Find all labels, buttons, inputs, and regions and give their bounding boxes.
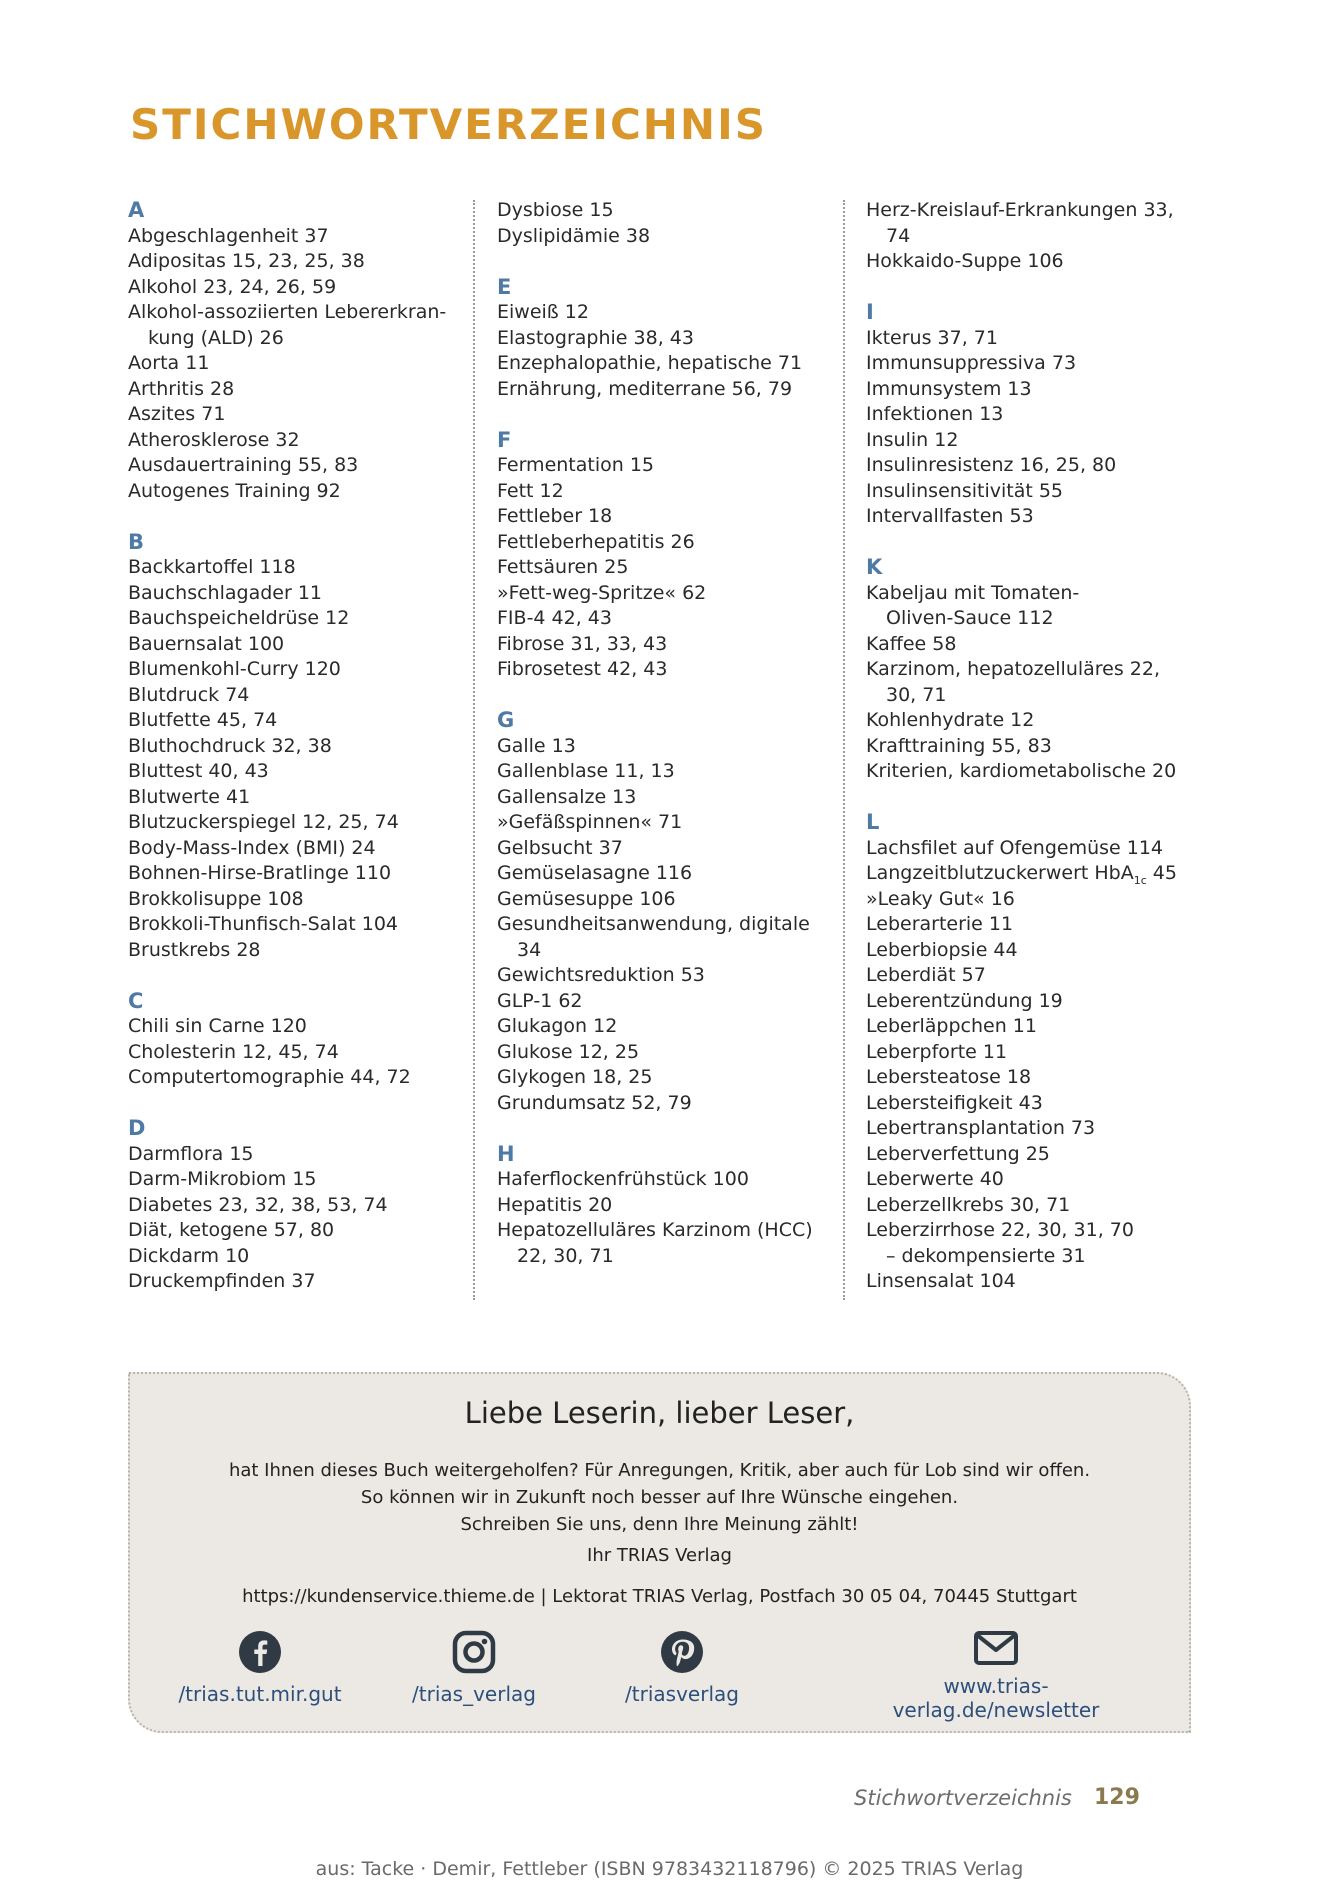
instagram-link[interactable]	[354, 1630, 594, 1706]
index-entry: Blutdruck 74	[128, 683, 250, 706]
index-entry: Glykogen 18, 25	[497, 1066, 653, 1088]
column-divider	[843, 200, 845, 1300]
index-entry: Blutwerte 41	[128, 785, 251, 808]
facebook-icon	[238, 1630, 282, 1674]
entry-text: Langzeitblutzuckerwert HbA	[866, 862, 1134, 884]
index-entry-continuation: 74	[886, 224, 911, 247]
index-entry: »Fett-weg-Spritze« 62	[497, 581, 707, 604]
index-entry: Fibrose 31, 33, 43	[497, 632, 668, 655]
index-entry: Leberwerte 40	[866, 1168, 1004, 1190]
index-entry-continuation: 22, 30, 71	[517, 1244, 614, 1267]
index-entry: Leberläppchen 11	[866, 1015, 1037, 1037]
index-entry: Darmflora 15	[128, 1142, 254, 1165]
section-gap	[128, 504, 468, 530]
index-entry: Gemüsesuppe 106	[497, 887, 676, 910]
source-credit: aus: Tacke · Demir, Fettleber (ISBN 9783432118796) © 2025 TRIAS Verlag	[315, 1858, 1024, 1880]
index-entry: Adipositas 15, 23, 25, 38	[128, 250, 365, 272]
index-entry: Leberdiät 57	[866, 964, 986, 986]
index-letter-heading: D	[128, 1116, 146, 1140]
index-entry: Aorta 11	[128, 352, 210, 374]
index-entry: Bauchspeicheldrüse 12	[128, 607, 350, 629]
index-entry: Bluttest 40, 43	[128, 760, 269, 782]
index-entry: Fett 12	[497, 479, 564, 502]
message-line: hat Ihnen dieses Buch weitergeholfen? Für Anregungen, Kritik, aber auch für Lob sind wir offen.	[228, 1460, 1091, 1481]
index-entry: Lachsfilet auf Ofengemüse 114	[866, 836, 1164, 859]
section-gap	[128, 1091, 468, 1117]
newsletter-url: www.trias-verlag.de/newsletter	[892, 1674, 1100, 1722]
index-entry: Chili sin Carne 120	[128, 1015, 307, 1037]
column-divider	[473, 200, 475, 1300]
index-entry: Autogenes Training 92	[128, 479, 341, 502]
index-entry: Grundumsatz 52, 79	[497, 1091, 692, 1114]
message-line: Schreiben Sie uns, denn Ihre Meinung zählt!	[460, 1514, 859, 1535]
index-entry: Kohlenhydrate 12	[866, 709, 1035, 731]
section-gap	[866, 275, 1206, 301]
index-entry: Leberbiopsie 44	[866, 938, 1018, 961]
index-entry: Eiweiß 12	[497, 301, 589, 323]
index-entry: Computertomographie 44, 72	[128, 1066, 411, 1088]
index-entry: Cholesterin 12, 45, 74	[128, 1040, 339, 1063]
index-entry: Glukose 12, 25	[497, 1040, 640, 1063]
index-entry: Infektionen 13	[866, 403, 1004, 425]
instagram-handle: /trias_verlag	[412, 1682, 536, 1706]
mail-icon	[973, 1630, 1019, 1666]
index-entry: Bluthochdruck 32, 38	[128, 734, 332, 757]
index-entry-continuation: 34	[517, 938, 542, 961]
index-entry: Kriterien, kardiometabolische 20	[866, 760, 1177, 782]
index-entry: Kabeljau mit Tomaten-	[866, 581, 1080, 604]
index-entry: Gesundheitsanwendung, digitale	[497, 913, 810, 935]
running-footer: Stichwortverzeichnis	[854, 1786, 1072, 1810]
index-entry: Brokkolisuppe 108	[128, 887, 304, 910]
index-entry: Leberarterie 11	[866, 913, 1014, 935]
section-gap	[497, 249, 837, 275]
index-entry: Blutzuckerspiegel 12, 25, 74	[128, 811, 399, 833]
index-entry: Bauernsalat 100	[128, 632, 285, 655]
box-signature: Ihr TRIAS Verlag	[587, 1545, 732, 1566]
index-entry: »Leaky Gut« 16	[866, 887, 1015, 910]
index-entry: Bauchschlagader 11	[128, 581, 322, 604]
index-entry-continuation: Oliven-Sauce 112	[886, 607, 1054, 629]
reader-feedback-box	[128, 1372, 1191, 1733]
section-gap	[497, 1116, 837, 1142]
index-entry: Insulinresistenz 16, 25, 80	[866, 454, 1117, 476]
entry-pages: 45	[1146, 862, 1177, 884]
index-entry: Gewichtsreduktion 53	[497, 964, 705, 986]
index-entry: Brustkrebs 28	[128, 938, 261, 961]
index-entry: Lebertransplantation 73	[866, 1117, 1096, 1139]
index-entry: Ausdauertraining 55, 83	[128, 454, 359, 476]
index-entry: Elastographie 38, 43	[497, 326, 694, 349]
index-entry: Lebersteifigkeit 43	[866, 1091, 1043, 1114]
index-entry: Insulin 12	[866, 428, 959, 451]
index-entry	[866, 861, 1206, 887]
index-entry: Blumenkohl-Curry 120	[128, 658, 341, 680]
index-entry: Fettleber 18	[497, 505, 613, 527]
newsletter-link[interactable]	[846, 1630, 1146, 1722]
facebook-handle: /trias.tut.mir.gut	[178, 1682, 342, 1706]
index-entry: Fettleberhepatitis 26	[497, 530, 695, 553]
index-column-2	[497, 198, 837, 1269]
index-entry: Fibrosetest 42, 43	[497, 658, 668, 680]
pinterest-handle: /triasverlag	[625, 1682, 739, 1706]
index-entry: Leberverfettung 25	[866, 1142, 1050, 1165]
index-letter-heading: E	[497, 274, 512, 299]
index-entry: Backkartoffel 118	[128, 556, 296, 578]
facebook-link[interactable]	[140, 1630, 380, 1706]
index-entry: Gemüselasagne 116	[497, 862, 693, 884]
index-entry: Bohnen-Hirse-Bratlinge 110	[128, 862, 392, 884]
index-entry-continuation: – dekompensierte 31	[886, 1244, 1086, 1267]
index-entry: Abgeschlagenheit 37	[128, 224, 329, 247]
index-entry: Arthritis 28	[128, 377, 235, 400]
page-title: STICHWORTVERZEICHNIS	[130, 100, 767, 149]
index-entry: GLP-1 62	[497, 989, 583, 1012]
index-entry: Dickdarm 10	[128, 1244, 250, 1267]
index-entry: Darm-Mikrobiom 15	[128, 1168, 317, 1190]
index-entry: Glukagon 12	[497, 1015, 618, 1037]
index-entry: Ernährung, mediterrane 56, 79	[497, 377, 793, 400]
index-entry: Linsensalat 104	[866, 1270, 1016, 1292]
index-letter-heading: L	[866, 810, 880, 834]
index-entry: Leberentzündung 19	[866, 989, 1063, 1012]
index-letter-heading: B	[128, 529, 145, 554]
index-letter-heading: K	[866, 555, 883, 579]
index-entry: Blutfette 45, 74	[128, 709, 278, 731]
index-entry: Herz-Kreislauf-Erkrankungen 33,	[866, 199, 1174, 221]
index-entry: »Gefäßspinnen« 71	[497, 811, 683, 833]
entry-subscript: 1c	[1133, 873, 1147, 887]
index-entry: Ikterus 37, 71	[866, 326, 998, 349]
index-entry: Alkohol 23, 24, 26, 59	[128, 275, 337, 298]
index-entry: Body-Mass-Index (BMI) 24	[128, 836, 376, 859]
pinterest-link[interactable]	[562, 1630, 802, 1706]
box-contact[interactable]: https://kundenservice.thieme.de | Lektorat TRIAS Verlag, Postfach 30 05 04, 70445 Stuttgart	[242, 1586, 1077, 1607]
index-entry: Immunsystem 13	[866, 377, 1032, 400]
index-entry: Intervallfasten 53	[866, 505, 1034, 527]
index-entry: Karzinom, hepatozelluläres 22,	[866, 658, 1161, 680]
section-gap	[497, 402, 837, 428]
index-entry: Brokkoli-Thunfisch-Salat 104	[128, 913, 398, 935]
message-line: So können wir in Zukunft noch besser auf Ihre Wünsche eingehen.	[360, 1487, 959, 1508]
index-entry: Dyslipidämie 38	[497, 224, 651, 247]
index-entry: Lebersteatose 18	[866, 1066, 1032, 1088]
section-gap	[128, 963, 468, 989]
index-entry: Aszites 71	[128, 403, 226, 425]
index-entry: Leberpforte 11	[866, 1040, 1008, 1063]
index-entry: Leberzirrhose 22, 30, 31, 70	[866, 1219, 1134, 1241]
index-entry-continuation: kung (ALD) 26	[148, 326, 284, 349]
index-column-1	[128, 198, 468, 1295]
index-entry: Diabetes 23, 32, 38, 53, 74	[128, 1193, 388, 1216]
index-entry: Insulinsensitivität 55	[866, 479, 1064, 502]
index-entry: Gallenblase 11, 13	[497, 760, 675, 782]
index-entry: Fermentation 15	[497, 454, 655, 476]
section-gap	[497, 683, 837, 709]
index-letter-heading: F	[497, 427, 512, 452]
index-letter-heading: C	[128, 988, 144, 1013]
index-entry: Alkohol-assoziierten Lebererkran-	[128, 301, 447, 323]
box-heading: Liebe Leserin, lieber Leser,	[464, 1396, 855, 1430]
index-entry: Gallensalze 13	[497, 785, 637, 808]
instagram-icon	[452, 1630, 496, 1674]
index-entry-continuation: 30, 71	[886, 683, 947, 706]
index-entry: Hokkaido-Suppe 106	[866, 250, 1064, 272]
index-entry: Hepatozelluläres Karzinom (HCC)	[497, 1219, 813, 1241]
index-entry: Druckempfinden 37	[128, 1270, 316, 1292]
index-entry: Hepatitis 20	[497, 1193, 613, 1216]
index-entry: Haferflockenfrühstück 100	[497, 1168, 749, 1190]
index-entry: Kaffee 58	[866, 632, 957, 655]
section-gap	[866, 785, 1206, 811]
page-number: 129	[1094, 1785, 1140, 1810]
index-entry: Leberzellkrebs 30, 71	[866, 1193, 1071, 1216]
index-entry: Diät, ketogene 57, 80	[128, 1219, 335, 1241]
index-entry: Gelbsucht 37	[497, 836, 623, 859]
index-entry: FIB-4 42, 43	[497, 607, 612, 629]
index-letter-heading: I	[866, 300, 874, 324]
index-letter-heading: H	[497, 1141, 515, 1166]
index-entry: Enzephalopathie, hepatische 71	[497, 352, 803, 374]
index-entry: Dysbiose 15	[497, 199, 614, 221]
index-letter-heading: A	[128, 198, 145, 222]
index-entry: Fettsäuren 25	[497, 556, 629, 578]
box-message	[130, 1457, 1189, 1538]
pinterest-icon	[660, 1630, 704, 1674]
section-gap	[866, 530, 1206, 556]
index-entry: Galle 13	[497, 734, 576, 757]
index-entry: Immunsuppressiva 73	[866, 352, 1077, 374]
index-entry: Atherosklerose 32	[128, 428, 300, 451]
index-column-3	[866, 198, 1206, 1295]
index-entry: Krafttraining 55, 83	[866, 734, 1052, 757]
index-letter-heading: G	[497, 708, 515, 732]
